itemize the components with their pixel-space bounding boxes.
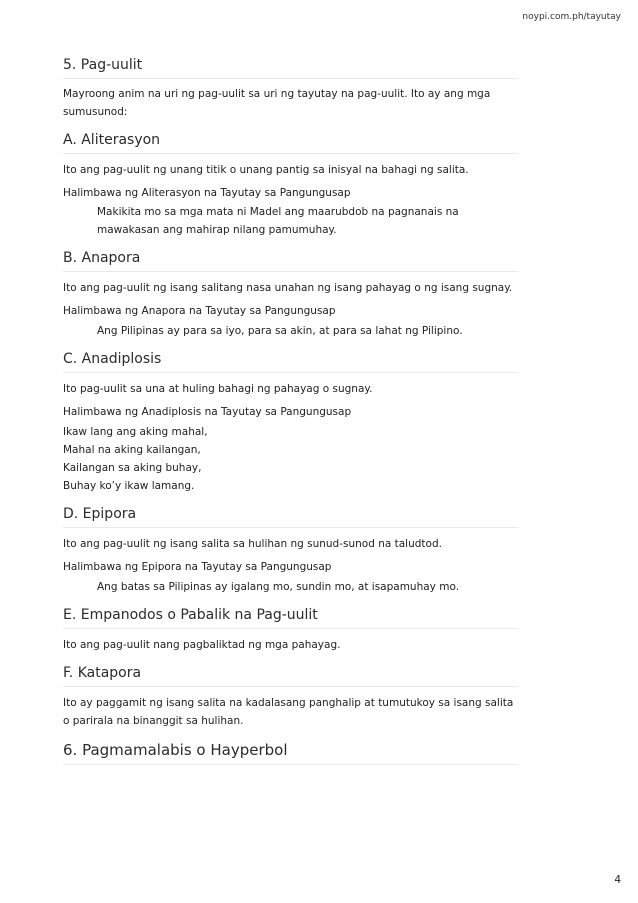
- example-text: Ang batas sa Pilipinas ay igalang mo, sundin mo, at isapamuhay mo.: [97, 581, 460, 593]
- section-title: F. Katapora: [63, 665, 518, 687]
- example-heading: Halimbawa ng Aliterasyon na Tayutay sa Pangungusap: [63, 187, 351, 199]
- section-intro: Mayroong anim na uri ng pag-uulit sa uri ng tayutay na pag-uulit. Ito ay ang mga sumusunod:: [63, 88, 491, 118]
- definition: Ito ang pag-uulit ng isang salita sa hulihan ng sunud-sunod na taludtod.: [63, 538, 442, 550]
- section-hayperbol: [63, 741, 518, 765]
- definition: Ito ang pag-uulit ng isang salitang nasa unahan ng isang pahayag o ng isang sugnay.: [63, 282, 513, 294]
- poem-line: Mahal na aking kailangan,: [63, 444, 201, 456]
- example-heading: Halimbawa ng Epipora na Tayutay sa Pangungusap: [63, 561, 332, 573]
- section-anadiplosis: [63, 351, 518, 495]
- poem-line: Kailangan sa aking buhay,: [63, 462, 202, 474]
- section-empanodos: [63, 607, 518, 654]
- section-title: C. Anadiplosis: [63, 351, 518, 373]
- header-url: noypi.com.ph/tayutay: [522, 12, 621, 22]
- example-heading: Halimbawa ng Anapora na Tayutay sa Pangungusap: [63, 305, 336, 317]
- section-katapora: [63, 665, 518, 730]
- section-pag-uulit: [63, 57, 518, 121]
- definition: Ito pag-uulit sa una at huling bahagi ng pahayag o sugnay.: [63, 383, 373, 395]
- poem-line: Buhay ko’y ikaw lamang.: [63, 480, 195, 492]
- document-content: [63, 57, 518, 765]
- page-number: 4: [614, 874, 621, 886]
- section-title: A. Aliterasyon: [63, 132, 518, 154]
- section-title: E. Empanodos o Pabalik na Pag-uulit: [63, 607, 518, 629]
- example-text: Ang Pilipinas ay para sa iyo, para sa akin, at para sa lahat ng Pilipino.: [97, 325, 463, 337]
- definition: Ito ang pag-uulit ng unang titik o unang pantig sa inisyal na bahagi ng salita.: [63, 164, 469, 176]
- definition: Ito ay paggamit ng isang salita na kadalasang panghalip at tumutukoy sa isang salita o parirala na binanggit sa hulihan.: [63, 697, 514, 727]
- section-title: B. Anapora: [63, 250, 518, 272]
- definition: Ito ang pag-uulit nang pagbaliktad ng mga pahayag.: [63, 639, 341, 651]
- section-title: D. Epipora: [63, 506, 518, 528]
- section-aliterasyon: [63, 132, 518, 239]
- example-text: Makikita mo sa mga mata ni Madel ang maarubdob na pagnanais na mawakasan ang mahirap nilang pamumuhay.: [97, 206, 459, 236]
- example-heading: Halimbawa ng Anadiplosis na Tayutay sa Pangungusap: [63, 406, 352, 418]
- section-title: 6. Pagmamalabis o Hayperbol: [63, 741, 518, 765]
- section-anapora: [63, 250, 518, 340]
- poem: [63, 423, 518, 495]
- section-epipora: [63, 506, 518, 596]
- section-title: 5. Pag-uulit: [63, 57, 518, 79]
- poem-line: Ikaw lang ang aking mahal,: [63, 426, 208, 438]
